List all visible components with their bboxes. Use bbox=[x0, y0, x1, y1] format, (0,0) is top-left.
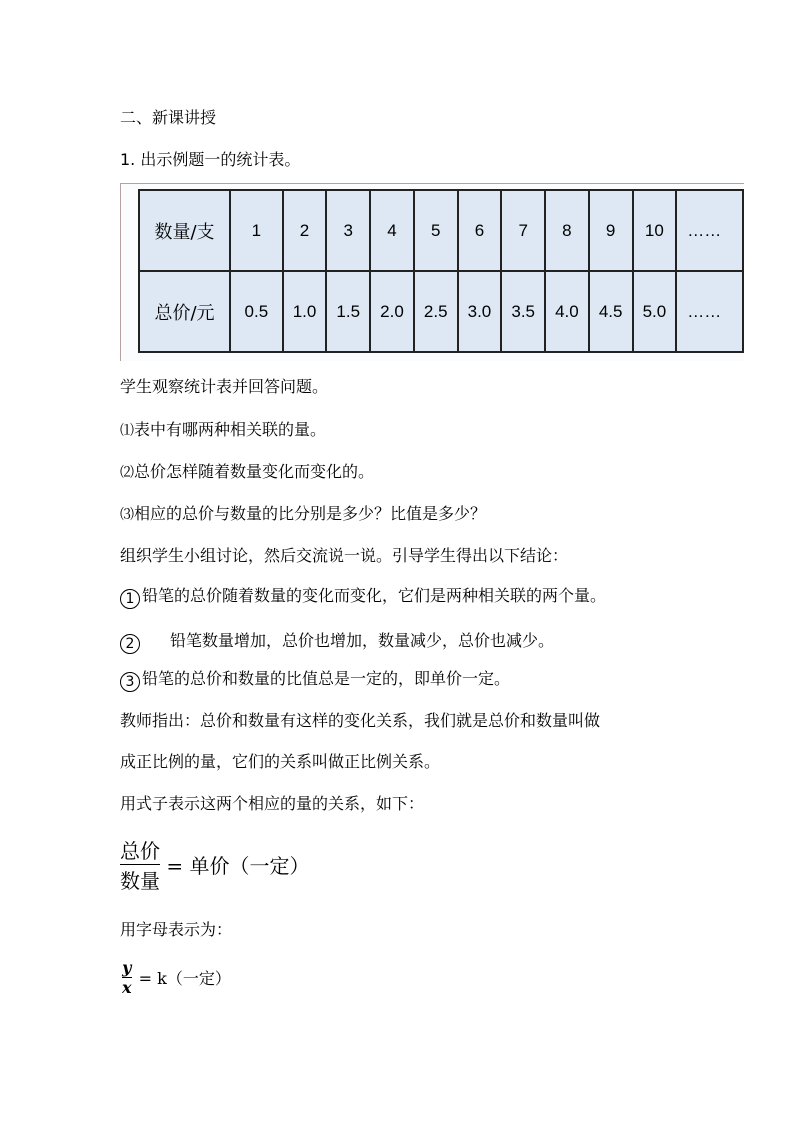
table-row bbox=[139, 190, 743, 271]
letter-fraction bbox=[120, 958, 134, 997]
discussion-text: 组织学生小组讨论，然后交流说一说。引导学生得出以下结论： bbox=[120, 546, 569, 565]
fraction-numerator: 总价 bbox=[120, 839, 160, 863]
table-cell: 6 bbox=[458, 190, 502, 271]
word-formula bbox=[120, 835, 309, 894]
fraction-denominator: 数量 bbox=[120, 869, 160, 893]
formula-intro: 用式子表示这两个相应的量的关系，如下： bbox=[120, 794, 425, 813]
table-cell: 3 bbox=[326, 190, 370, 271]
table-cell: 4.0 bbox=[545, 271, 589, 352]
table-cell: 1.5 bbox=[326, 271, 370, 352]
table-cell: 2 bbox=[283, 190, 327, 271]
table-cell: 1.0 bbox=[283, 271, 327, 352]
letter-formula bbox=[120, 958, 231, 997]
table-cell: 3.0 bbox=[458, 271, 502, 352]
table-cell: …… bbox=[676, 190, 743, 271]
conclusion-2 bbox=[120, 631, 554, 654]
table-cell: 4 bbox=[370, 190, 414, 271]
table-cell: 2.5 bbox=[414, 271, 458, 352]
conclusion-text: 铅笔的总价随着数量的变化而变化，它们是两种相关联的两个量。 bbox=[142, 586, 607, 605]
table-cell: …… bbox=[676, 271, 743, 352]
table-cell: 0.5 bbox=[230, 271, 283, 352]
question-3 bbox=[120, 504, 486, 525]
formula-rhs: = 单价（一定） bbox=[166, 854, 310, 878]
letter-intro: 用字母表示为： bbox=[120, 920, 233, 939]
circled-number: 1 bbox=[120, 589, 140, 609]
row-header: 总价/元 bbox=[139, 271, 230, 352]
table-cell: 3.5 bbox=[501, 271, 545, 352]
question-number: ⑶ bbox=[120, 507, 134, 523]
table-cell: 2.0 bbox=[370, 271, 414, 352]
table-cell: 10 bbox=[633, 190, 677, 271]
fraction-denominator: x bbox=[122, 978, 132, 997]
question-number: ⑵ bbox=[120, 465, 134, 481]
question-text: 表中有哪两种相关联的量。 bbox=[134, 420, 327, 439]
row-header: 数量/支 bbox=[139, 190, 230, 271]
conclusion-text: 铅笔数量增加，总价也增加，数量减少，总价也减少。 bbox=[170, 631, 555, 650]
circled-number: 2 bbox=[120, 634, 140, 654]
question-text: 总价怎样随着数量变化而变化的。 bbox=[134, 462, 375, 481]
circled-number: 3 bbox=[120, 672, 140, 692]
table-cell: 5.0 bbox=[633, 271, 677, 352]
fraction-numerator: y bbox=[122, 958, 132, 977]
section-heading: 二、新课讲授 bbox=[120, 108, 217, 127]
table-cell: 4.5 bbox=[589, 271, 633, 352]
table-cell: 1 bbox=[230, 190, 283, 271]
word-fraction bbox=[120, 835, 160, 894]
table-cell: 8 bbox=[545, 190, 589, 271]
table-row bbox=[139, 271, 743, 352]
table-cell: 5 bbox=[414, 190, 458, 271]
table-cell: 7 bbox=[501, 190, 545, 271]
question-2 bbox=[120, 462, 374, 483]
statistics-table-frame bbox=[120, 183, 744, 361]
statistics-table bbox=[138, 189, 744, 353]
question-1 bbox=[120, 420, 326, 441]
conclusion-1 bbox=[120, 586, 606, 609]
question-number: ⑴ bbox=[120, 423, 134, 439]
conclusion-text: 铅笔的总价和数量的比值总是一定的，即单价一定。 bbox=[142, 669, 511, 688]
formula-rhs: = k（一定） bbox=[138, 969, 231, 988]
observe-text: 学生观察统计表并回答问题。 bbox=[120, 377, 329, 396]
table-cell: 9 bbox=[589, 190, 633, 271]
teacher-text-line1: 教师指出：总价和数量有这样的变化关系，我们就是总价和数量叫做 bbox=[120, 711, 601, 730]
intro-text: 1. 出示例题一的统计表。 bbox=[120, 150, 301, 169]
question-text: 相应的总价与数量的比分别是多少？比值是多少？ bbox=[134, 504, 487, 523]
teacher-text-line2: 成正比例的量，它们的关系叫做正比例关系。 bbox=[120, 752, 441, 771]
conclusion-3 bbox=[120, 669, 510, 692]
